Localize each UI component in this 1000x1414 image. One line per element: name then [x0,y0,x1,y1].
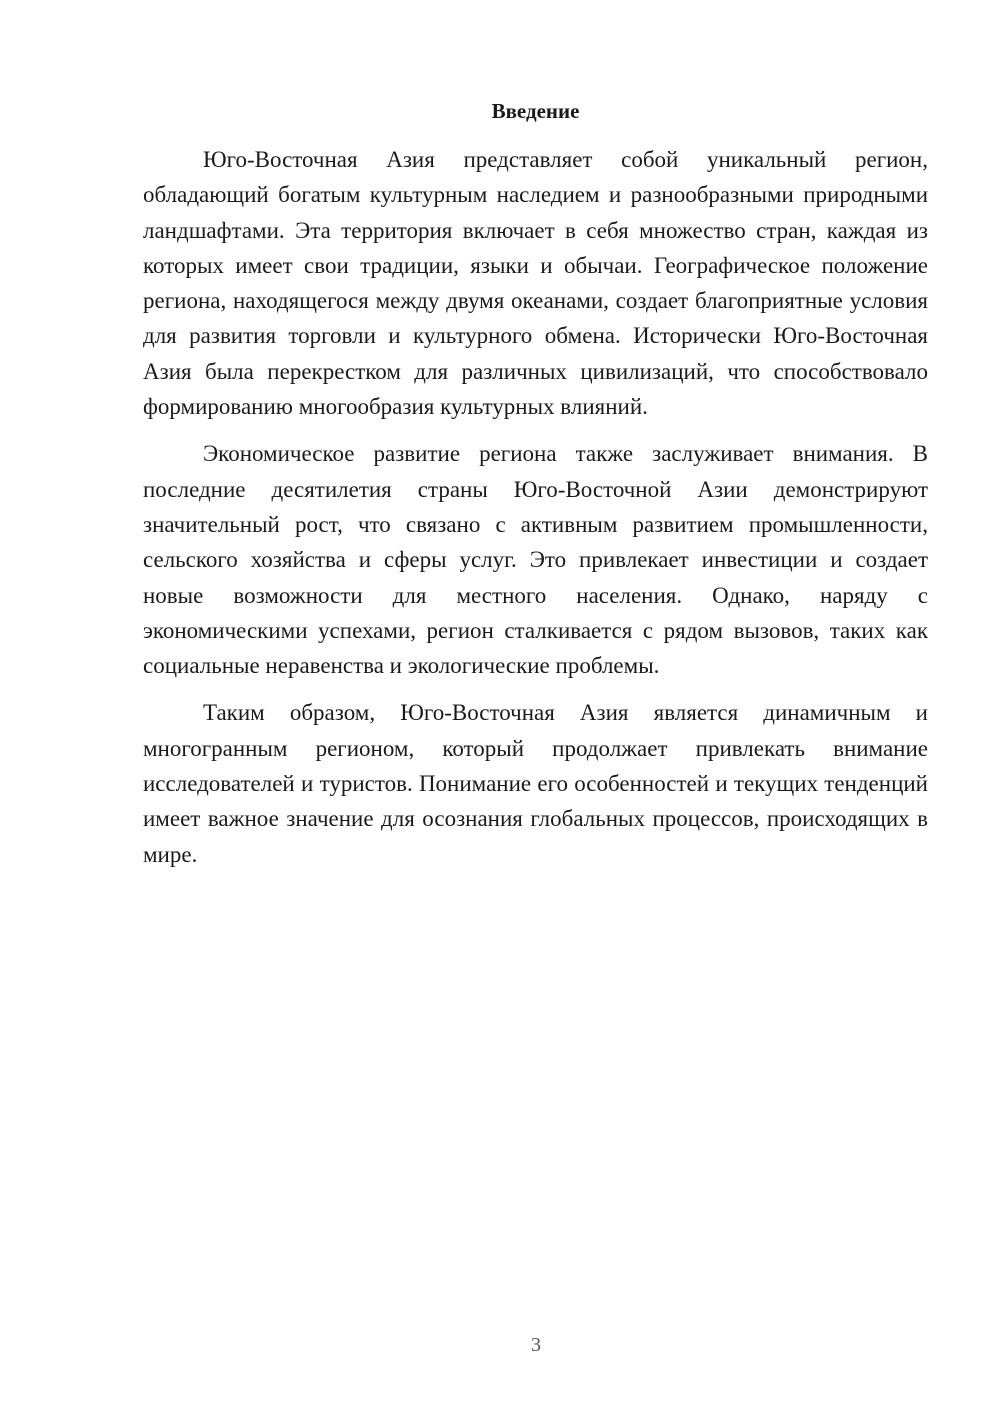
page-number: 3 [531,1334,541,1356]
document-body [143,142,928,884]
paragraph-2: Экономическое развитие региона также заслуживает внимания. В последние десятилетия страны Юго-Восточной Азии демонстрируют значительный рост, что связано с активным развитием промышленности, сельского хозяйства и сферы услуг. Это привлекает инвестиции и создает новые возможности для местного населения. Однако, наряду с экономическими успехами, регион сталкивается с рядом вызовов, таких как социальные неравенства и экологические проблемы. [143,441,928,679]
page-heading: Введение [491,99,580,123]
paragraph-1: Юго-Восточная Азия представляет собой уникальный регион, обладающий богатым культурным наследием и разнообразными природными ландшафтами. Эта территория включает в себя множество стран, каждая из которых имеет свои традиции, языки и обычаи. Географическое положение региона, находящегося между двумя океанами, создает благоприятные условия для развития торговли и культурного обмена. Исторически Юго-Восточная Азия была перекрестком для различных цивилизаций, что способствовало формированию многообразия культурных влияний. [143,147,928,420]
paragraph-3: Таким образом, Юго-Восточная Азия является динамичным и многогранным регионом, который продолжает привлекать внимание исследователей и туристов. Понимание его особенностей и текущих тенденций имеет важное значение для осознания глобальных процессов, происходящих в мире. [143,700,928,867]
